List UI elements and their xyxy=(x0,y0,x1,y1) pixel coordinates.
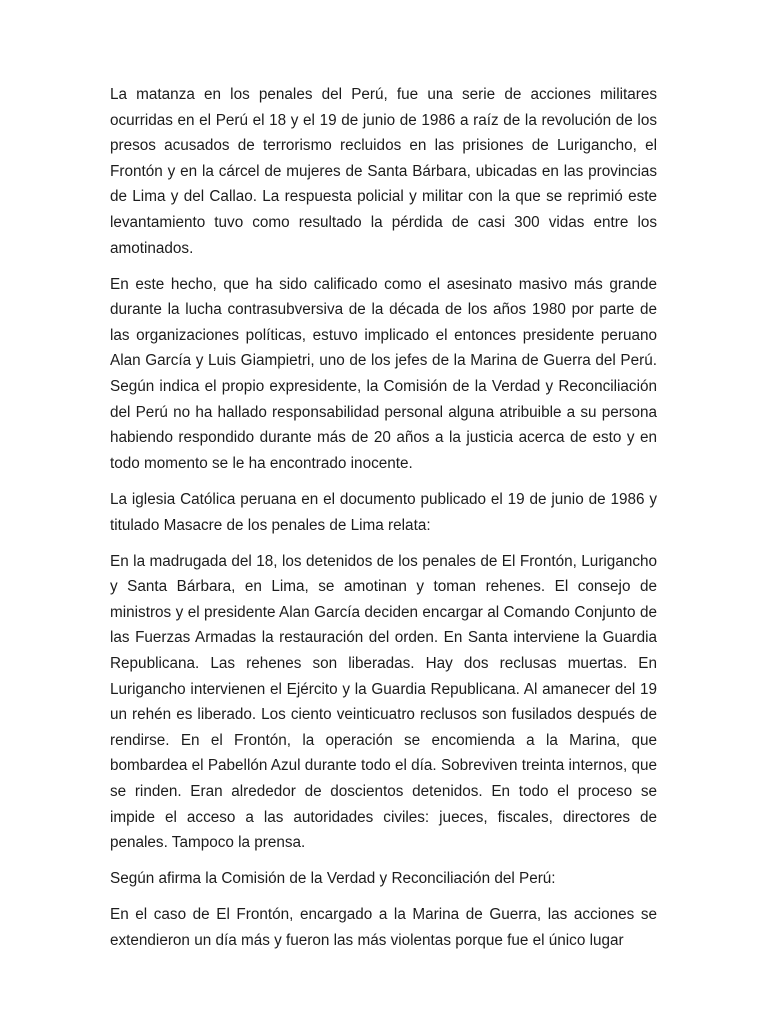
paragraph-5: Según afirma la Comisión de la Verdad y Reconciliación del Perú: xyxy=(110,870,556,888)
paragraph-6: En el caso de El Frontón, encargado a la Marina de Guerra, las acciones se extendieron un día más y fueron las más violentas porque fue el único lugar xyxy=(110,906,657,949)
paragraph-1: La matanza en los penales del Perú, fue una serie de acciones militares ocurridas en el Perú el 18 y el 19 de junio de 1986 a raíz de la revolución de los presos acusados de terrorismo recluidos en las prisiones de Lurigancho, el Frontón y en la cárcel de mujeres de Santa Bárbara, ubicadas en las provincias de Lima y del Callao. La respuesta policial y militar con la que se reprimió este levantamiento tuvo como resultado la pérdida de casi 300 vidas entre los amotinados. xyxy=(110,86,657,257)
paragraph-4: En la madrugada del 18, los detenidos de los penales de El Frontón, Lurigancho y Santa Bárbara, en Lima, se amotinan y toman rehenes. El consejo de ministros y el presidente Alan García deciden encargar al Comando Conjunto de las Fuerzas Armadas la restauración del orden. En Santa interviene la Guardia Republicana. Las rehenes son liberadas. Hay dos reclusas muertas. En Lurigancho intervienen el Ejército y la Guardia Republicana. Al amanecer del 19 un rehén es liberado. Los ciento veinticuatro reclusos son fusilados después de rendirse. En el Frontón, la operación se encomienda a la Marina, que bombardea el Pabellón Azul durante todo el día. Sobreviven treinta internos, que se rinden. Eran alrededor de doscientos detenidos. En todo el proceso se impide el acceso a las autoridades civiles: jueces, fiscales, directores de penales. Tampoco la prensa. xyxy=(110,552,657,852)
document-body xyxy=(110,82,657,964)
paragraph-3: La iglesia Católica peruana en el documento publicado el 19 de junio de 1986 y titulado Masacre de los penales de Lima relata: xyxy=(110,490,657,534)
paragraph-2: En este hecho, que ha sido calificado como el asesinato masivo más grande durante la lucha contrasubversiva de la década de los años 1980 por parte de las organizaciones políticas, estuvo implicado el entonces presidente peruano Alan García y Luis Giampietri, uno de los jefes de la Marina de Guerra del Perú. Según indica el propio expresidente, la Comisión de la Verdad y Reconciliación del Perú no ha hallado responsabilidad personal alguna atribuible a su persona habiendo respondido durante más de 20 años a la justicia acerca de esto y en todo momento se le ha encontrado inocente. xyxy=(110,275,657,472)
